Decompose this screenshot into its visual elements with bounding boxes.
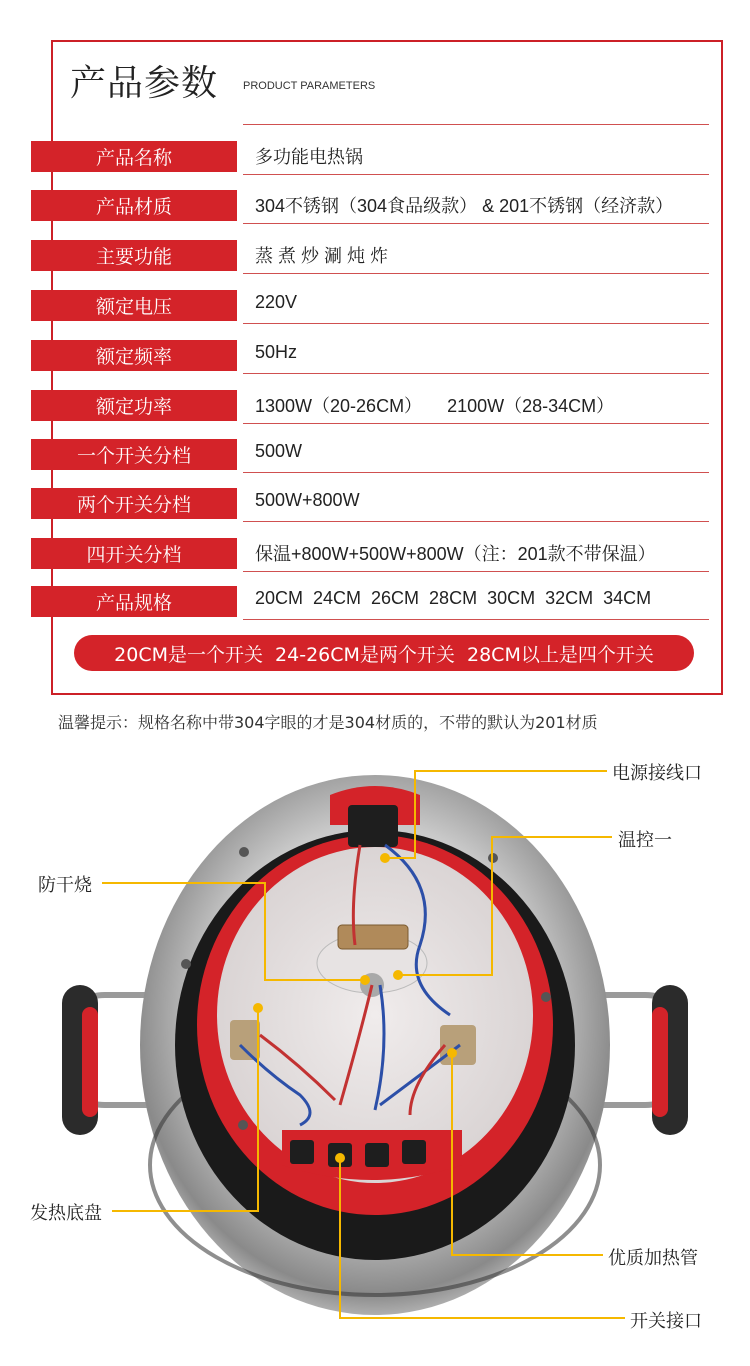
param-row-power — [31, 390, 709, 424]
param-value: 20CM 24CM 26CM 28CM 30CM 32CM 34CM — [255, 588, 652, 608]
row-divider — [243, 373, 709, 374]
callout-switch-port: 开关接口 — [630, 1311, 702, 1332]
param-value: 蒸 煮 炒 涮 炖 炸 — [255, 246, 389, 266]
param-value: 220V — [255, 292, 298, 312]
switch-info-banner: 20CM是一个开关 24-26CM是两个开关 28CM以上是四个开关 — [74, 635, 694, 671]
row-divider — [243, 521, 709, 522]
callout-heating-tube: 优质加热管 — [608, 1248, 698, 1269]
row-divider — [243, 619, 709, 620]
param-row-four-switch — [31, 538, 709, 572]
param-value: 500W — [255, 441, 303, 461]
switch-block — [282, 1130, 462, 1180]
tip-text: 温馨提示：规格名称中带304字眼的才是304材质的，不带的默认为201材质 — [58, 713, 598, 732]
param-label: 主要功能 — [31, 240, 237, 271]
callout-power-port: 电源接线口 — [612, 763, 702, 784]
callout-anti-dry: 防干烧 — [38, 875, 92, 896]
power-socket — [348, 805, 398, 847]
row-divider — [243, 472, 709, 473]
page-subtitle: PRODUCT PARAMETERS — [243, 80, 376, 92]
param-row-functions — [31, 240, 709, 274]
param-row-one-switch — [31, 439, 709, 473]
param-value: 50Hz — [255, 342, 298, 362]
callout-heating-base: 发热底盘 — [30, 1203, 102, 1224]
param-label: 额定频率 — [31, 340, 237, 371]
row-divider — [243, 223, 709, 224]
page-title: 产品参数 — [70, 63, 219, 104]
param-label: 产品材质 — [31, 190, 237, 221]
param-row-material — [31, 190, 709, 224]
param-row-two-switch — [31, 488, 709, 522]
param-label: 四开关分档 — [31, 538, 237, 569]
right-handle — [600, 985, 688, 1135]
left-handle — [62, 985, 150, 1135]
param-value: 多功能电热锅 — [255, 147, 363, 167]
param-row-frequency — [31, 340, 709, 374]
row-divider — [243, 323, 709, 324]
param-label: 额定功率 — [31, 390, 237, 421]
param-row-name — [31, 141, 709, 175]
param-label: 一个开关分档 — [31, 439, 237, 470]
param-label: 两个开关分档 — [31, 488, 237, 519]
row-divider — [243, 273, 709, 274]
title-divider — [243, 124, 709, 125]
param-label: 产品名称 — [31, 141, 237, 172]
param-row-sizes — [31, 586, 709, 620]
callout-thermostat: 温控一 — [618, 830, 672, 851]
param-label: 产品规格 — [31, 586, 237, 617]
param-value: 1300W（20-26CM） 2100W（28-34CM） — [255, 396, 615, 416]
row-divider — [243, 571, 709, 572]
row-divider — [243, 174, 709, 175]
row-divider — [243, 423, 709, 424]
param-value: 304不锈钢（304食品级款） & 201不锈钢（经济款） — [255, 196, 674, 216]
param-label: 额定电压 — [31, 290, 237, 321]
param-row-voltage — [31, 290, 709, 324]
param-value: 保温+800W+500W+800W（注：201款不带保温） — [255, 544, 656, 564]
param-value: 500W+800W — [255, 490, 360, 510]
